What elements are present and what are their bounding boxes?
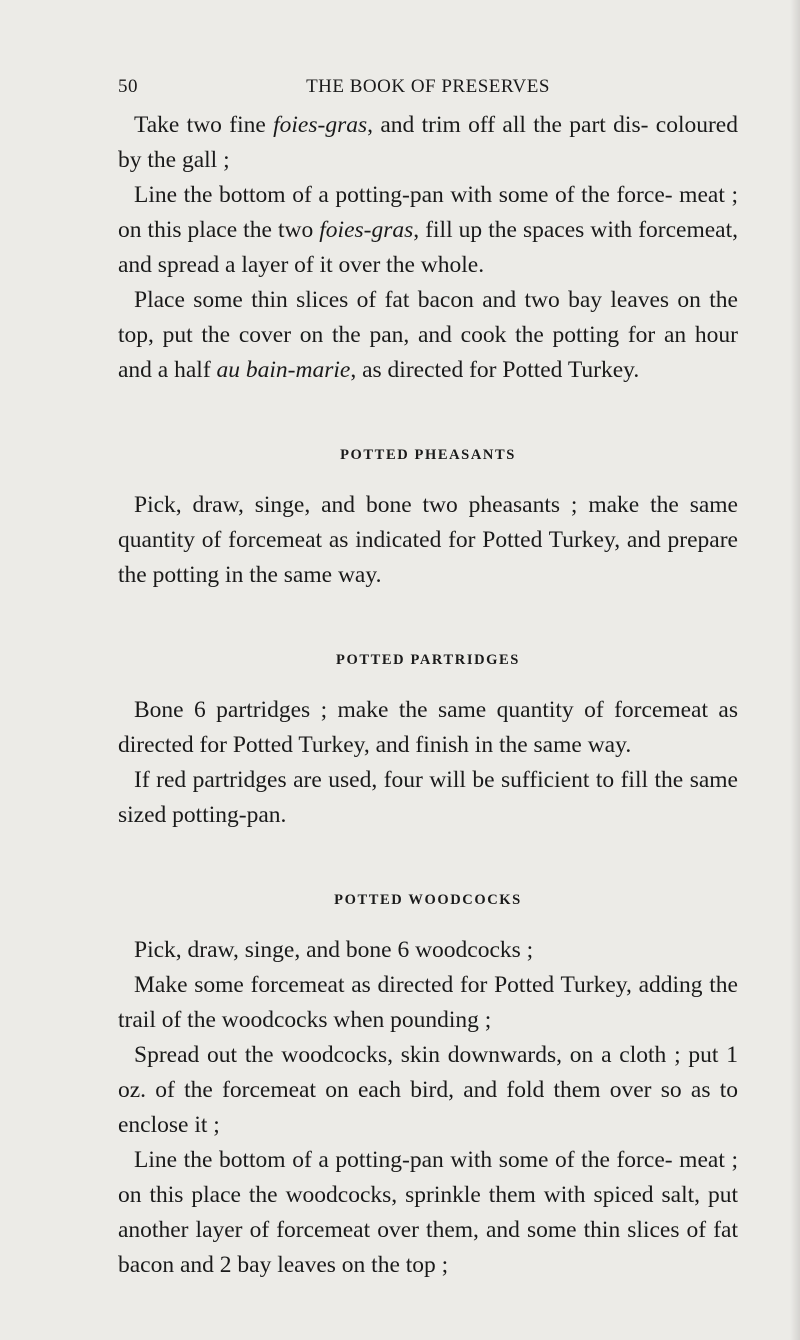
partridges-paragraph-2: If red partridges are used, four will be sufficient to fill the same sized potting-pan. [118, 767, 738, 828]
intro-paragraph-1 [118, 108, 738, 178]
woodcocks-paragraph-4: Line the bottom of a potting-pan with some of the force- meat ; on this place the woodcocks, sprinkle them with spiced salt, put another layer of forcemeat over them, and some thin slices of fat bacon and 2 bay leaves on the top ; [118, 1147, 738, 1278]
intro-2-part-1: Line the bottom of a potting-pan with some of the force- meat ; on this place the two [118, 182, 738, 243]
partridges-paragraph-1: Bone 6 partridges ; make the same quantity of forcemeat as directed for Potted Turkey, and finish in the same way. [118, 697, 738, 758]
page-edge-shadow [790, 0, 800, 1340]
pheasants-paragraph-1: Pick, draw, singe, and bone two pheasants ; make the same quantity of forcemeat as indicated for Potted Turkey, and prepare the potting in the same way. [118, 492, 738, 588]
intro-2-part-3: , fill up the spaces with forcemeat, and spread a layer of it over the whole. [118, 217, 739, 278]
intro-1-part-1: Take two fine [134, 112, 274, 138]
intro-1-part-2: foies-gras [273, 112, 368, 138]
running-title: THE BOOK OF PRESERVES [306, 76, 550, 97]
intro-1-part-3: , and trim off all the part dis- coloured by the gall ; [118, 112, 738, 173]
section-heading-pheasants: POTTED PHEASANTS [340, 447, 516, 463]
section-heading-partridges: POTTED PARTRIDGES [336, 652, 520, 668]
woodcocks-paragraph-2: Make some forcemeat as directed for Potted Turkey, adding the trail of the woodcocks when pounding ; [118, 972, 738, 1033]
intro-3-part-2: au bain-marie [216, 357, 351, 383]
woodcocks-paragraph-1: Pick, draw, singe, and bone 6 woodcocks ; [134, 937, 534, 963]
intro-3-part-3: , as directed for Potted Turkey. [350, 357, 640, 383]
intro-2-part-2: foies-gras [319, 217, 414, 243]
intro-3-part-1: Place some thin slices of fat bacon and two bay leaves on the top, put the cover on the pan, and cook the potting for an hour and a half [118, 287, 738, 383]
intro-paragraph-2 [118, 178, 738, 283]
intro-paragraph-3 [118, 283, 738, 388]
body-text [118, 108, 738, 1283]
page-number: 50 [118, 76, 138, 97]
running-head [118, 76, 738, 100]
section-heading-woodcocks: POTTED WOODCOCKS [334, 892, 522, 908]
woodcocks-paragraph-3: Spread out the woodcocks, skin downwards, on a cloth ; put 1 oz. of the forcemeat on each bird, and fold them over so as to enclose it ; [118, 1042, 738, 1138]
